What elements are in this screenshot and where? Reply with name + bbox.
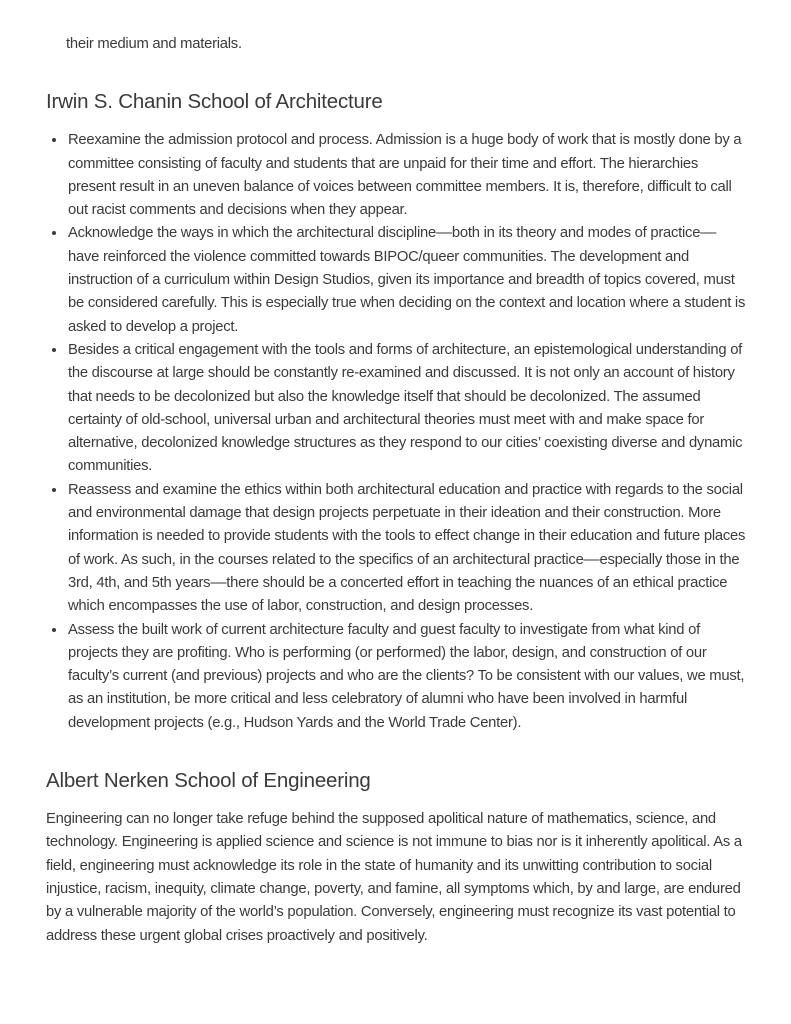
list-item: • Reassess and examine the ethics within both architectural education and practice with regards to the social and environmental damage that design projects perpetuate in their ideation and their construction. More information is needed to provide students with the tools to effect change in their education and future places of work. As such, in the courses related to the specifics of an architectural practice––especially those in the 3rd, 4th, and 5th years––there should be a concerted effort in teaching the nuances of an ethical practice which encompasses the use of labor, construction, and design processes.	[67, 479, 746, 619]
list-item: • Reexamine the admission protocol and process. Admission is a huge body of work that is mostly done by a committee consisting of faculty and students that are unpaid for their time and effort. The hierarchies present result in an uneven balance of voices between committee members. It is, therefore, difficult to call out racist comments and decisions when they appear.	[67, 129, 746, 222]
list-item: • Assess the built work of current architecture faculty and guest faculty to investigate from what kind of projects they are profiting. Who is performing (or performed) the labor, design, and construction of our faculty’s current (and previous) projects and who are the clients? To be consistent with our values, we must, as an institution, be more critical and less celebratory of alumni who have been involved in harmful development projects (e.g., Hudson Yards and the World Trade Center).	[67, 619, 746, 735]
list-item: • Acknowledge the ways in which the architectural discipline––both in its theory and modes of practice––have reinforced the violence committed towards BIPOC/queer communities. The development and instruction of a curriculum within Design Studios, given its importance and breadth of topics covered, must be considered carefully. This is especially true when deciding on the context and location where a student is asked to develop a project.	[67, 222, 746, 338]
section-heading-architecture: Irwin S. Chanin School of Architecture	[46, 90, 383, 114]
list-item: • Besides a critical engagement with the tools and forms of architecture, an epistemological understanding of the discourse at large should be constantly re-examined and discussed. It is not only an account of history that needs to be decolonized but also the knowledge itself that should be decolonized. The assumed certainty of old-school, universal urban and architectural theories must meet with and make space for alternative, decolonized knowledge structures as they respond to our cities’ coexisting diverse and dynamic communities.	[67, 339, 746, 479]
architecture-bullet-list	[46, 129, 746, 735]
paragraph-continuation: their medium and materials.	[66, 36, 242, 52]
engineering-intro-paragraph: Engineering can no longer take refuge behind the supposed apolitical nature of mathematics, science, and technology. Engineering is applied science and science is not immune to bias nor is it inherently apolitical. As a field, engineering must acknowledge its role in the state of humanity and its unwitting contribution to social injustice, racism, inequity, climate change, poverty, and famine, all symptoms which, by and large, are endured by a vulnerable majority of the world’s population. Conversely, engineering must recognize its vast potential to address these urgent global crises proactively and positively.	[46, 811, 742, 944]
section-heading-engineering: Albert Nerken School of Engineering	[46, 769, 371, 793]
